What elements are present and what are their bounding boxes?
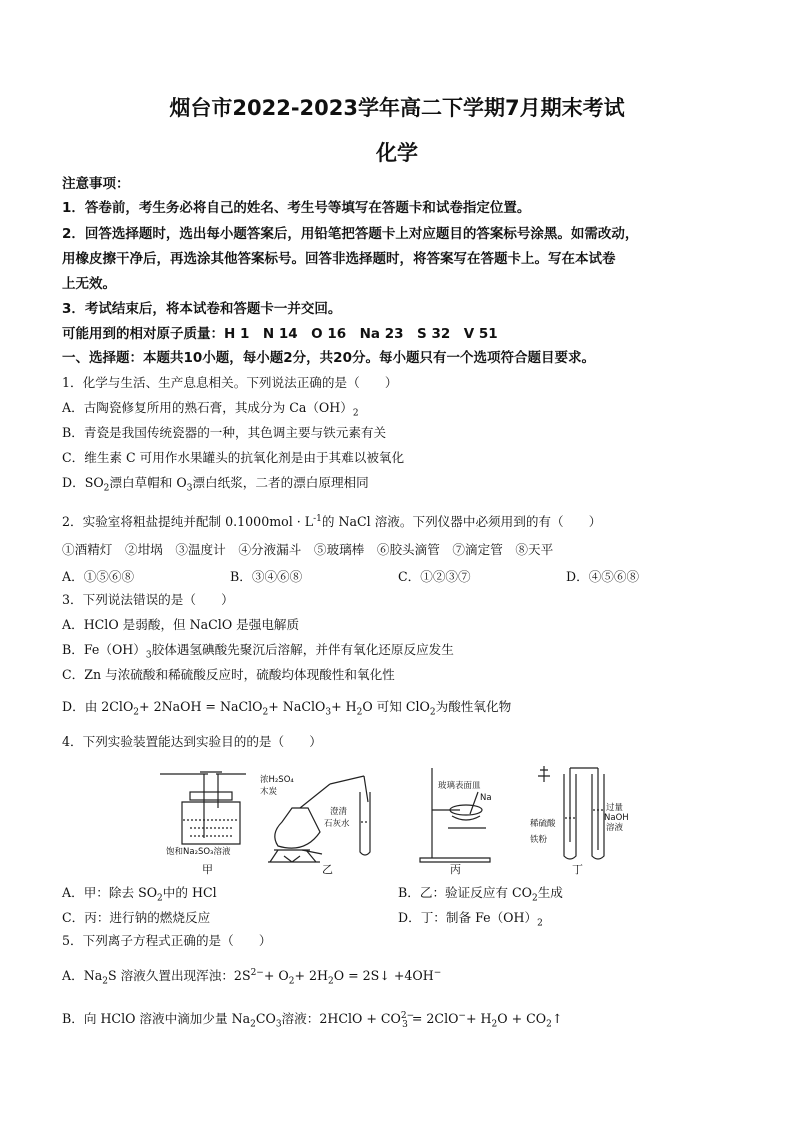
q2-option-d: D．④⑤⑥⑧ xyxy=(566,569,640,584)
q1-option-b: B．青瓷是我国传统瓷器的一种，其色调主要与铁元素有关 xyxy=(62,425,387,440)
q3-option-b: B．$Fe(OH)_3$胶体遇氢碘酸先聚沉后溶解，并伴有氧化还原反应发生 xyxy=(62,642,454,661)
q1-option-c: C．维生素 C 可用作水果罐头的抗氧化剂是由于其难以被氧化 xyxy=(62,450,405,465)
fig-bing-na: Na xyxy=(480,793,492,803)
q2-option-b: B．③④⑥⑧ xyxy=(230,569,303,584)
fig-ding-naoh: 溶液 xyxy=(606,823,624,833)
fig-ding-naoh: 过量 xyxy=(606,803,624,813)
q4-option-b: B．乙：验证反应有 $CO_2$生成 xyxy=(398,885,563,904)
notice-item: 用橡皮擦干净后，再选涂其他答案标号。回答非选择题时，将答案写在答题卡上。写在本试卷 xyxy=(62,251,616,267)
fig-ding-acid: 稀硫酸 xyxy=(530,819,556,829)
q5-option-b: B．向 HClO 溶液中滴加少量 $Na_2CO_3$溶液：2HClO + $CO^{2-}_3 = 2ClO^-+ H_2O$ + $CO_2↑$ xyxy=(62,1011,563,1030)
q5-stem: 5．下列离子方程式正确的是（ ） xyxy=(62,933,272,948)
q2-instruments: ①酒精灯 ②坩埚 ③温度计 ④分液漏斗 ⑤玻璃棒 ⑥胶头滴管 ⑦滴定管 ⑧天平 xyxy=(62,542,554,557)
q1-option-d: D．$SO_2$漂白草帽和 $O_3$漂白纸浆，二者的漂白原理相同 xyxy=(62,475,369,494)
q3-option-a: A．HClO 是弱酸，但 NaClO 是强电解质 xyxy=(62,617,300,632)
q5-option-a: A．$Na_2S$ 溶液久置出现浑浊：$2S^{2-}+ O_2+ 2H_2O$ = 2S↓ +4OH− xyxy=(62,968,442,987)
q1-option-a: A．古陶瓷修复所用的熟石膏，其成分为 $Ca(OH)_2$ xyxy=(62,400,359,419)
fig-bing-dish: 玻璃表面皿 xyxy=(438,781,481,791)
fig-yi-acid: 浓H₂SO₄ xyxy=(260,775,294,785)
q4-option-d: D．丁：制备 $Fe(OH)_2$ xyxy=(398,910,543,929)
subject-title: 化学 xyxy=(376,141,418,165)
q2-option-a: A．①⑤⑥⑧ xyxy=(62,569,135,584)
fig-bing-label: 丙 xyxy=(450,863,461,876)
q2-stem: 2．实验室将粗盐提纯并配制 $0.1000mol \cdot L^{-1}$的 NaCl 溶液。下列仪器中必须用到的有（ ） xyxy=(62,514,602,530)
apparatus-drawing xyxy=(160,762,630,880)
notice-item: 上无效。 xyxy=(62,276,116,292)
q3-option-c: C．Zn 与浓硫酸和稀硫酸反应时，硫酸均体现酸性和氧化性 xyxy=(62,667,395,682)
notice-item: 3．考试结束后，将本试卷和答题卡一并交回。 xyxy=(62,301,342,317)
fig-jia-label: 甲 xyxy=(202,863,213,876)
apparatus-figure xyxy=(160,762,630,880)
fig-yi-label: 乙 xyxy=(322,863,333,876)
fig-yi-lime: 石灰水 xyxy=(324,819,350,829)
atomic-masses: 可能用到的相对原子质量：H 1 N 14 O 16 Na 23 S 32 V 51 xyxy=(62,326,498,342)
section-heading: 一、选择题：本题共10小题，每小题2分，共20分。每小题只有一个选项符合题目要求。 xyxy=(62,350,595,366)
fig-ding-naoh: NaOH xyxy=(604,813,629,823)
q1-stem: 1．化学与生活、生产息息相关。下列说法正确的是（ ） xyxy=(62,375,398,390)
q4-option-a: A．甲：除去 $SO_2$中的 HCl xyxy=(62,885,217,904)
exam-title: 烟台市2022-2023学年高二下学期7月期末考试 xyxy=(169,96,625,120)
fig-jia-solution: 饱和Na₂SO₃溶液 xyxy=(166,847,231,857)
fig-yi-lime: 澄清 xyxy=(330,807,348,817)
q3-option-d: D．由 2ClO$_2$+ 2NaOH = NaClO$_2$+ NaClO$_3$+ $H_2O$ 可知 ClO$_2$为酸性氧化物 xyxy=(62,699,512,718)
fig-ding-fe: 铁粉 xyxy=(530,835,548,845)
q4-stem: 4．下列实验装置能达到实验目的的是（ ） xyxy=(62,734,322,749)
notice-item: 2．回答选择题时，选出每小题答案后，用铅笔把答题卡上对应题目的答案标号涂黑。如需改动， xyxy=(62,226,639,242)
q4-option-c: C．丙：进行钠的燃烧反应 xyxy=(62,910,211,925)
fig-yi-carbon: 木炭 xyxy=(260,787,278,797)
notice-item: 1．答卷前，考生务必将自己的姓名、考生号等填写在答题卡和试卷指定位置。 xyxy=(62,200,531,216)
q2-option-c: C．①②③⑦ xyxy=(398,569,471,584)
q3-stem: 3．下列说法错误的是（ ） xyxy=(62,592,234,607)
fig-ding-label: 丁 xyxy=(572,863,583,876)
notice-heading: 注意事项： xyxy=(62,176,130,192)
